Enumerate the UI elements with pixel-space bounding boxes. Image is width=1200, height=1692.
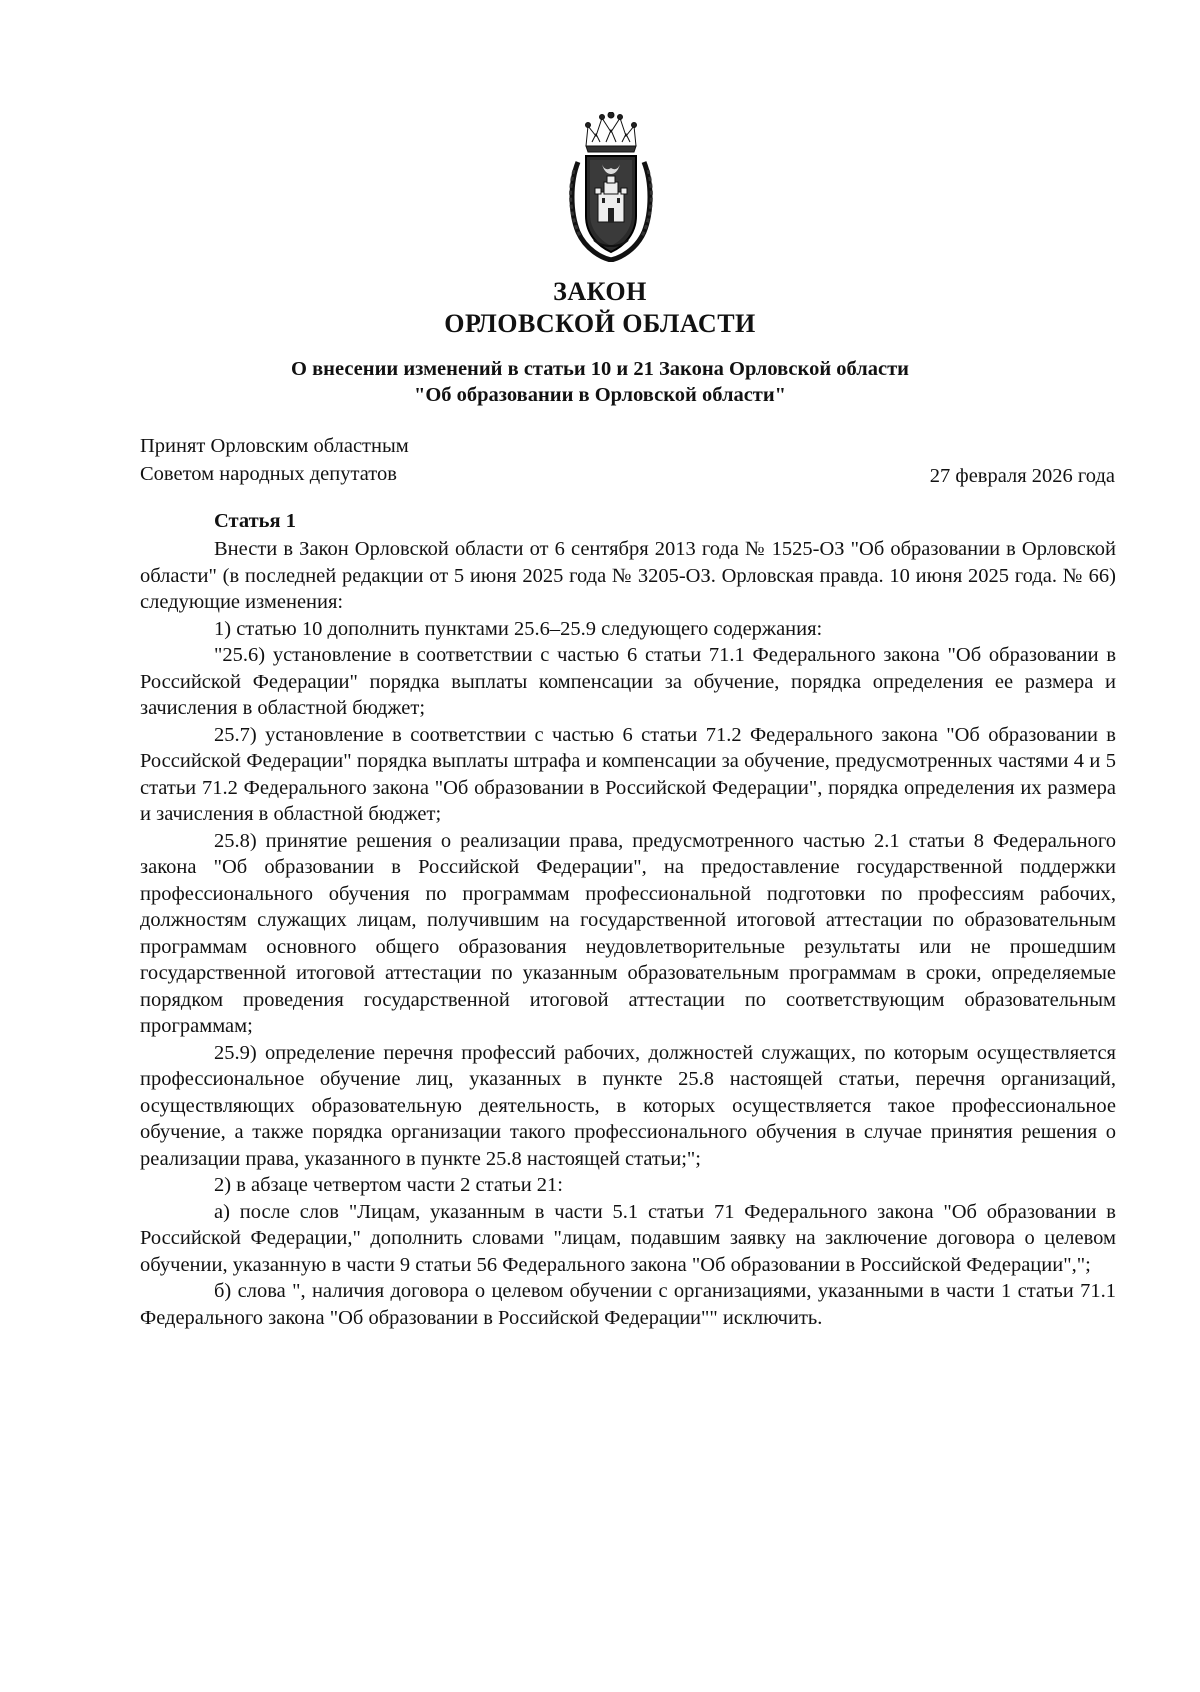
paragraph: "25.6) установление в соответствии с частью 6 статьи 71.1 Федерального закона "Об образовании в Российской Федерации" порядка выплаты компенсации за обучение, порядка определения ее размера и зачисления в областной бюджет; bbox=[140, 644, 1116, 719]
adoption-block bbox=[140, 432, 409, 488]
coat-of-arms-emblem bbox=[568, 112, 654, 262]
document-subtitle-line1: О внесении изменений в статьи 10 и 21 Закона Орловской области bbox=[291, 358, 909, 380]
paragraph: б) слова ", наличия договора о целевом обучении с организациями, указанными в части 1 статьи 71.1 Федерального закона "Об образовании в Российской Федерации"" исключить. bbox=[140, 1280, 1116, 1329]
article-title: Статья 1 bbox=[214, 510, 296, 532]
document-title: ЗАКОН bbox=[553, 277, 647, 306]
paragraph: Внести в Закон Орловской области от 6 сентября 2013 года № 1525-ОЗ "Об образовании в Орловской области" (в последней редакции от 5 июня 2025 года № 3205-ОЗ. Орловская правда. 10 июня 2025 года. № 66) следующие изменения: bbox=[140, 538, 1116, 613]
paragraph: 2) в абзаце четвертом части 2 статьи 21: bbox=[214, 1174, 563, 1196]
paragraph: 1) статью 10 дополнить пунктами 25.6–25.9 следующего содержания: bbox=[214, 617, 823, 640]
paragraph: 25.9) определение перечня профессий рабочих, должностей служащих, по которым осуществляется профессиональное обучение лиц, указанных в пункте 25.8 настоящей статьи, перечня организаций, осуществляющих образовательную деятельность, в которых осуществляется такое профессиональное обучение, а также порядка организации такого профессионального обучения в случае принятия решения о реализации права, указанного в пункте 25.8 настоящей статьи;"; bbox=[140, 1041, 1116, 1170]
paragraph: 25.8) принятие решения о реализации права, предусмотренного частью 2.1 статьи 8 Федерального закона "Об образовании в Российской Федерации", на предоставление государственной поддержки профессионального обучения по программам профессиональной подготовки по профессиям рабочих, должностям служащих лицам, получившим на государственной итоговой аттестации по образовательным программам основного общего образования неудовлетворительные результаты или не прошедшим государственной итоговой аттестации по указанным образовательным программам в сроки, определяемые порядком проведения государственной итоговой аттестации по соответствующим образовательным программам; bbox=[140, 829, 1116, 1037]
paragraph: а) после слов "Лицам, указанным в части 5.1 статьи 71 Федерального закона "Об образовании в Российской Федерации," дополнить словами "лицам, подавшим заявку на заключение договора о целевом обучении, указанную в части 9 статьи 56 Федерального закона "Об образовании в Российской Федерации","; bbox=[140, 1200, 1116, 1276]
article-body bbox=[140, 536, 1116, 1331]
adoption-date: 27 февраля 2026 года bbox=[929, 465, 1115, 487]
paragraph: 25.7) установление в соответствии с частью 6 статьи 71.2 Федерального закона "Об образовании в Российской Федерации" порядка выплаты штрафа и компенсации за обучение, предусмотренных частями 4 и 5 статьи 71.2 Федерального закона "Об образовании в Российской Федерации", порядка определения их размера и зачисления в областной бюджет; bbox=[140, 723, 1116, 825]
document-subtitle-line2: "Об образовании в Орловской области" bbox=[413, 384, 787, 406]
adoption-line2: Советом народных депутатов bbox=[140, 463, 397, 485]
document-title-region: ОРЛОВСКОЙ ОБЛАСТИ bbox=[444, 309, 756, 338]
adoption-line1: Принят Орловским областным bbox=[140, 435, 409, 457]
